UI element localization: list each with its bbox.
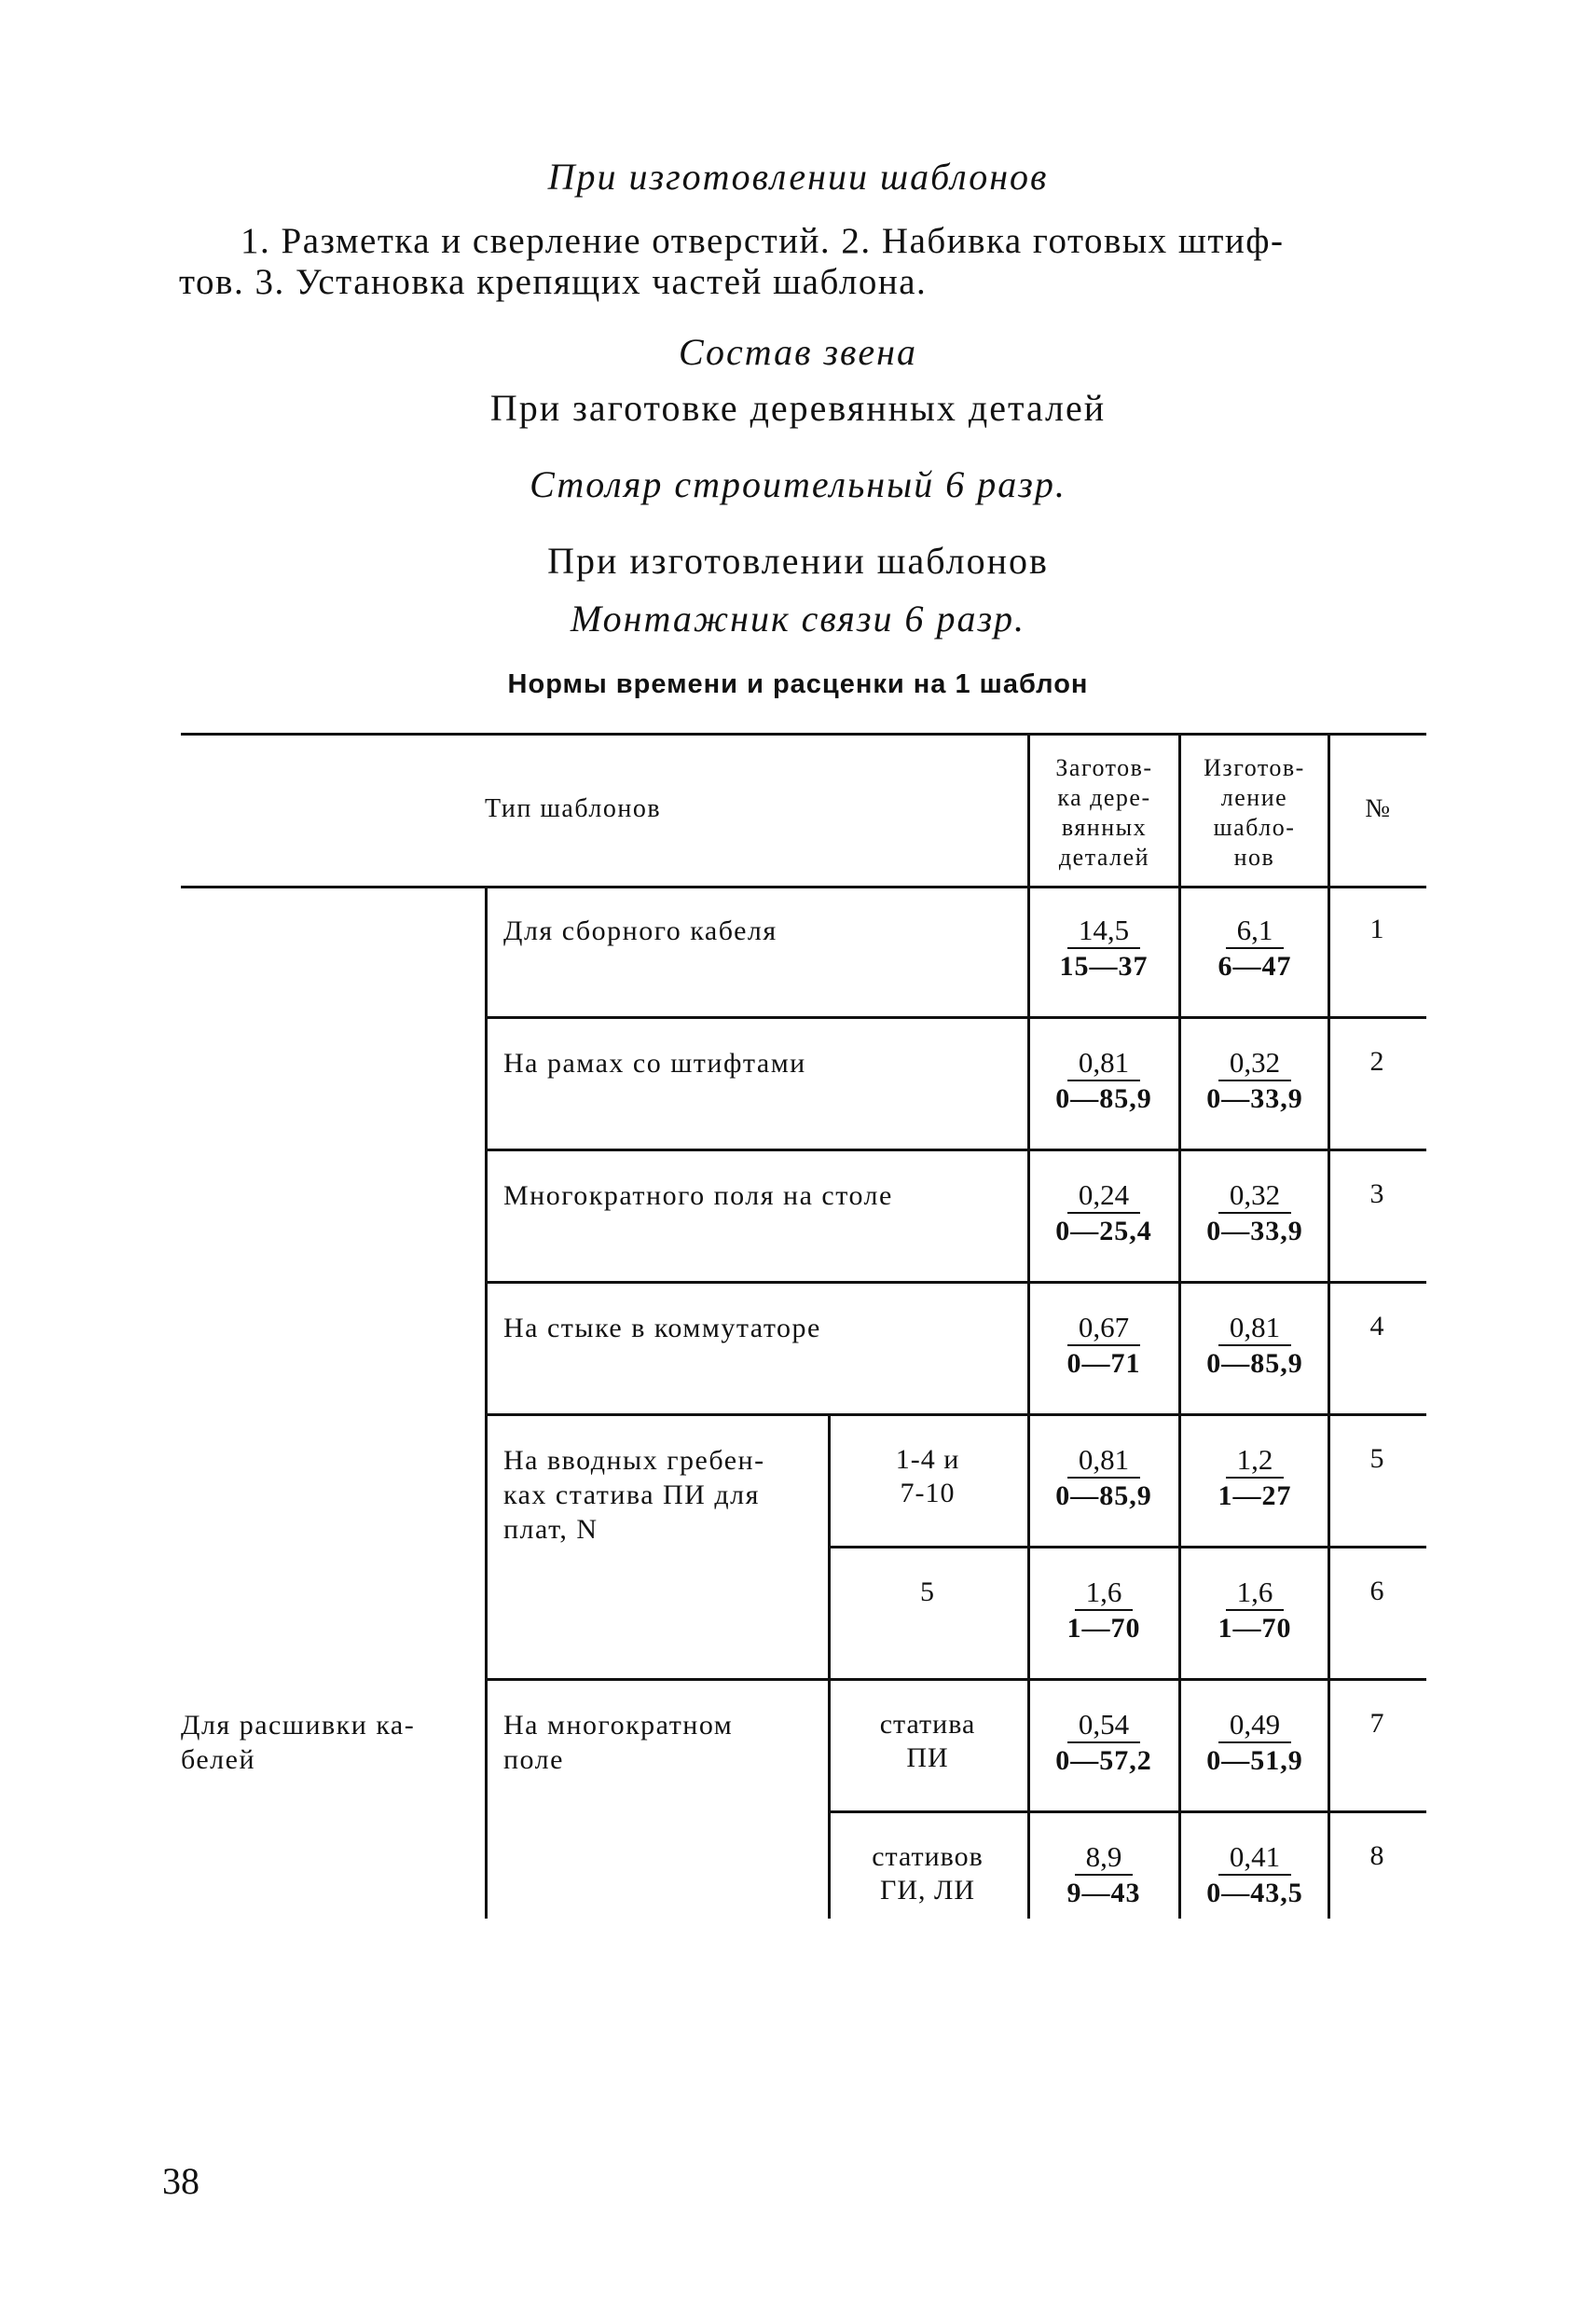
header-type: Тип шаблонов [485,794,662,823]
row-number: 2 [1369,1046,1384,1077]
sub-rack: стативов ГИ, ЛИ [872,1841,984,1906]
procedure-line-2: тов. 3. Установка крепящих частей шаблона. [179,262,928,302]
table-row: Для сборного кабеля [503,915,777,946]
wood-value: $\frac{0,24}{0—25,4}$ [1055,1178,1152,1246]
wood-value: $\frac{8,9}{9—43}$ [1066,1840,1141,1908]
make-value: $\frac{6,1}{6—47}$ [1218,914,1292,982]
table-row: На вводных гребен- ках статива ПИ для плат, N [503,1445,765,1545]
page-number: 38 [162,2160,200,2202]
row-rule [485,1413,1426,1416]
wood-value: $\frac{0,54}{0—57,2}$ [1055,1708,1152,1776]
row-number: 3 [1369,1178,1384,1209]
row-rule [828,1546,1426,1548]
row-number: 7 [1369,1708,1384,1739]
sub-rack: статива ПИ [879,1709,976,1773]
row-number: 5 [1369,1443,1384,1474]
crew-wood-worker: Столяр строительный 6 разр. [530,463,1066,505]
table-caption: Нормы времени и расценки на 1 шаблон [507,669,1089,699]
wood-value: $\frac{0,81}{0—85,9}$ [1055,1443,1152,1511]
group-label: Для расшивки ка- белей [181,1710,416,1775]
header-wood: Заготов- ка дере- вянных деталей [1055,754,1153,871]
procedure-line-1: 1. Разметка и сверление отверстий. 2. Набивка готовых штиф- [241,221,1285,261]
col-rule [485,886,488,1919]
make-value: $\frac{0,32}{0—33,9}$ [1206,1178,1303,1246]
table-top-rule [181,733,1426,736]
row-number: 6 [1369,1576,1384,1606]
heading-templates: При изготовлении шаблонов [547,156,1049,198]
crew-templates-worker: Монтажник связи 6 разр. [570,598,1026,640]
make-value: $\frac{1,2}{1—27}$ [1218,1443,1292,1511]
table-row: На рамах со штифтами [503,1048,806,1079]
table-row: На многократном поле [503,1710,734,1775]
table-row: На стыке в коммутаторе [503,1313,821,1343]
header-make: Изготов- ление шабло- нов [1204,754,1305,871]
crew-wood-heading: При заготовке деревянных деталей [489,387,1107,429]
row-rule [485,1678,1426,1681]
make-value: $\frac{0,41}{0—43,5}$ [1206,1840,1303,1908]
make-value: $\frac{0,81}{0—85,9}$ [1206,1311,1303,1379]
sub-range: 5 [920,1576,935,1607]
make-value: $\frac{0,32}{0—33,9}$ [1206,1046,1303,1114]
heading-crew: Состав звена [678,331,917,373]
wood-value: $\frac{1,6}{1—70}$ [1066,1576,1141,1644]
sub-range: 1-4 и 7-10 [895,1444,960,1508]
row-rule [485,1016,1426,1019]
wood-value: $\frac{14,5}{15—37}$ [1059,914,1149,982]
wood-value: $\frac{0,67}{0—71}$ [1066,1311,1141,1379]
row-rule [828,1810,1426,1813]
make-value: $\frac{0,49}{0—51,9}$ [1206,1708,1303,1776]
make-value: $\frac{1,6}{1—70}$ [1218,1576,1292,1644]
header-num: № [1365,794,1392,823]
row-number: 1 [1369,914,1384,944]
table-row: Многократного поля на столе [503,1180,893,1211]
crew-templates-heading: При изготовлении шаблонов [547,540,1049,582]
header-bottom-rule [181,886,1426,888]
row-rule [485,1281,1426,1284]
row-number: 4 [1369,1311,1384,1342]
row-rule [485,1149,1426,1151]
row-number: 8 [1369,1840,1384,1871]
wood-value: $\frac{0,81}{0—85,9}$ [1055,1046,1152,1114]
